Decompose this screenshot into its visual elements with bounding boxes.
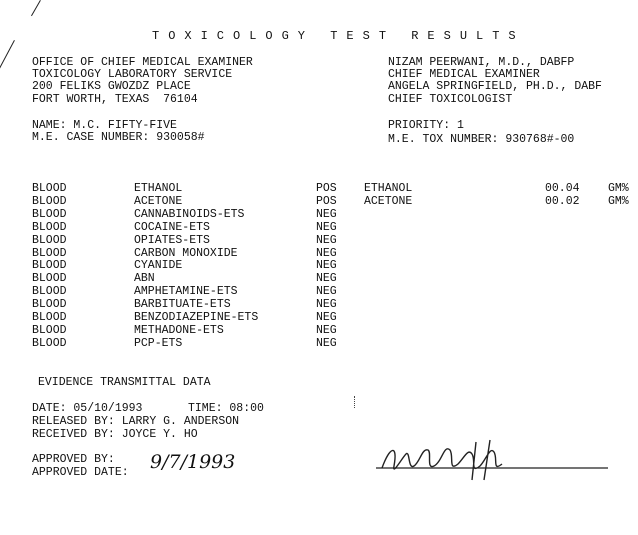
- test-cell: PCP-ETS: [134, 336, 183, 350]
- office-line: OFFICE OF CHIEF MEDICAL EXAMINER: [32, 56, 253, 69]
- specimen-cell: BLOOD: [32, 311, 67, 324]
- specimen-cell: BLOOD: [32, 194, 67, 208]
- result-cell: NEG: [316, 336, 337, 350]
- table-row: [0, 208, 638, 221]
- specimen-cell: BLOOD: [32, 246, 67, 260]
- result-cell: NEG: [316, 323, 337, 337]
- value-cell: 00.02: [545, 194, 580, 208]
- staff-line: NIZAM PEERWANI, M.D., DABFP: [388, 56, 575, 69]
- tox-number: M.E. TOX NUMBER: 930768#-00: [388, 133, 575, 146]
- test-cell: CARBON MONOXIDE: [134, 246, 238, 260]
- test-cell: CANNABINOIDS-ETS: [134, 207, 245, 221]
- table-row: [0, 259, 638, 272]
- office-line: 200 FELIKS GWOZDZ PLACE: [32, 80, 191, 93]
- result-cell: NEG: [316, 285, 337, 299]
- specimen-cell: BLOOD: [32, 207, 67, 221]
- unit-cell: GM%: [608, 194, 629, 208]
- table-row: [0, 247, 638, 260]
- table-row: [0, 324, 638, 337]
- table-row: [0, 221, 638, 234]
- result-cell: NEG: [316, 311, 337, 324]
- table-row: [0, 337, 638, 350]
- priority: PRIORITY: 1: [388, 119, 464, 132]
- detected-name-cell: ACETONE: [364, 194, 413, 208]
- evidence-date: DATE: 05/10/1993: [32, 402, 143, 415]
- specimen-cell: BLOOD: [32, 285, 67, 299]
- test-cell: CYANIDE: [134, 259, 183, 273]
- unit-cell: GM%: [608, 182, 629, 195]
- table-row: [0, 234, 638, 247]
- results-table: [0, 182, 638, 352]
- received-by: RECEIVED BY: JOYCE Y. HO: [32, 428, 198, 441]
- table-row: [0, 285, 638, 298]
- specimen-cell: BLOOD: [32, 272, 67, 286]
- specimen-cell: BLOOD: [32, 336, 67, 350]
- test-cell: ABN: [134, 272, 155, 286]
- office-line: FORT WORTH, TEXAS 76104: [32, 93, 198, 106]
- table-row: [0, 182, 638, 195]
- specimen-cell: BLOOD: [32, 182, 67, 195]
- signature: [372, 436, 612, 486]
- detected-name-cell: ETHANOL: [364, 182, 413, 195]
- office-line: TOXICOLOGY LABORATORY SERVICE: [32, 68, 233, 81]
- test-cell: ACETONE: [134, 194, 183, 208]
- table-row: [0, 298, 638, 311]
- evidence-heading: EVIDENCE TRANSMITTAL DATA: [38, 376, 211, 389]
- fax-artifact-line-top: [31, 0, 41, 16]
- fax-artifact-line: [0, 40, 15, 104]
- test-cell: OPIATES-ETS: [134, 233, 210, 247]
- result-cell: NEG: [316, 298, 337, 312]
- table-row: [0, 272, 638, 285]
- staff-line: CHIEF MEDICAL EXAMINER: [388, 68, 540, 81]
- test-cell: METHADONE-ETS: [134, 323, 224, 337]
- specimen-cell: BLOOD: [32, 220, 67, 234]
- staff-line: ANGELA SPRINGFIELD, PH.D., DABF: [388, 80, 602, 93]
- case-name: NAME: M.C. FIFTY-FIVE: [32, 119, 177, 132]
- approved-by-label: APPROVED BY:: [32, 453, 115, 466]
- approved-date-label: APPROVED DATE:: [32, 466, 129, 479]
- specimen-cell: BLOOD: [32, 233, 67, 247]
- released-by: RELEASED BY: LARRY G. ANDERSON: [32, 415, 240, 428]
- test-cell: BENZODIAZEPINE-ETS: [134, 311, 259, 324]
- table-row: [0, 311, 638, 324]
- page-title: TOXICOLOGY TEST RESULTS: [152, 29, 525, 43]
- specimen-cell: BLOOD: [32, 298, 67, 312]
- result-cell: NEG: [316, 246, 337, 260]
- test-cell: ETHANOL: [134, 182, 183, 195]
- result-cell: NEG: [316, 272, 337, 286]
- handwritten-date: 9/7/1993: [150, 451, 236, 473]
- result-cell: POS: [316, 194, 337, 208]
- test-cell: AMPHETAMINE-ETS: [134, 285, 238, 299]
- table-row: [0, 195, 638, 208]
- result-cell: NEG: [316, 259, 337, 273]
- result-cell: NEG: [316, 220, 337, 234]
- evidence-time: TIME: 08:00: [188, 402, 264, 415]
- result-cell: NEG: [316, 233, 337, 247]
- result-cell: NEG: [316, 207, 337, 221]
- case-number: M.E. CASE NUMBER: 930058#: [32, 131, 205, 144]
- test-cell: BARBITUATE-ETS: [134, 298, 231, 312]
- value-cell: 00.04: [545, 182, 580, 195]
- specimen-cell: BLOOD: [32, 323, 67, 337]
- scan-dots: [354, 396, 357, 408]
- test-cell: COCAINE-ETS: [134, 220, 210, 234]
- result-cell: POS: [316, 182, 337, 195]
- staff-line: CHIEF TOXICOLOGIST: [388, 93, 513, 106]
- specimen-cell: BLOOD: [32, 259, 67, 273]
